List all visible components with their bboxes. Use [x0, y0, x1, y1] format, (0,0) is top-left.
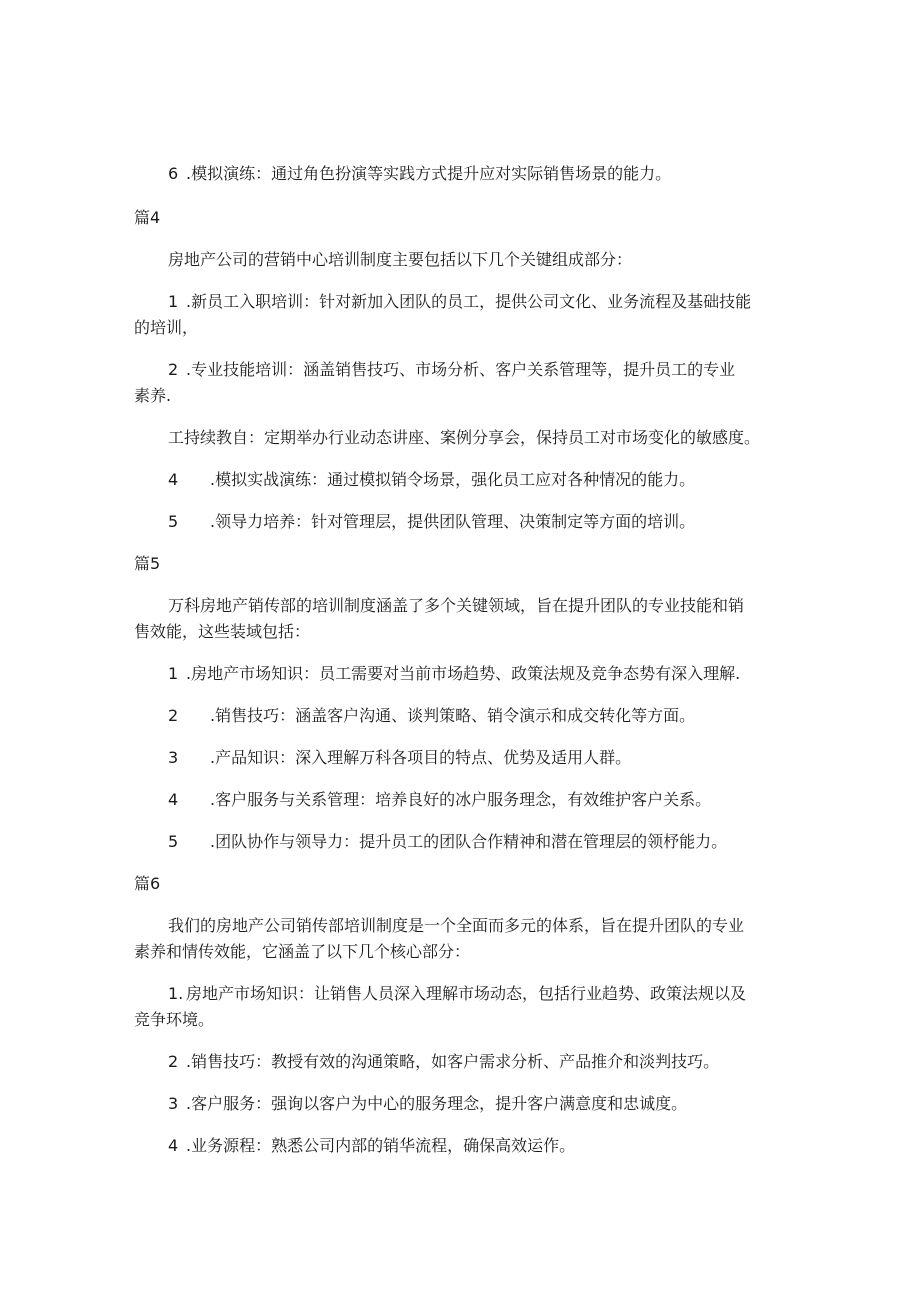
- item-number: 1.: [168, 984, 184, 1003]
- item-text-continued: 竞争环境。: [134, 1010, 215, 1029]
- item-text: .销售技巧：涵盖客户沟通、谈判策略、销令演示和成交转化等方面。: [210, 706, 696, 725]
- item-text: .房地产市场知识：员工需要对当前市场趋势、政策法规及竞争态势有深入理解.: [186, 664, 741, 683]
- item-text: 房地产市场知识：让销售人员深入理解市场动态，包括行业趋势、政策法规以及: [186, 984, 747, 1003]
- section-heading: 篇4: [134, 208, 161, 227]
- item-text: .专业技能培训：涵盖销售技巧、市场分析、客户关系管理等，提升员工的专业: [186, 360, 736, 379]
- item-text: .领导力培养：针对管理层，提供团队管理、决策制定等方面的培训。: [210, 512, 696, 531]
- section-intro-continued: 素养和情传效能，它涵盖了以下几个核心部分：: [134, 942, 471, 961]
- item-number: 1: [168, 664, 179, 683]
- item-text: .新员工入职培训：针对新加入团队的员工，提供公司文化、业务流程及基础技能: [186, 292, 752, 311]
- item-text-continued: 素养.: [134, 386, 172, 405]
- item-number: 2: [168, 1052, 179, 1071]
- item-text: .销售技巧：教授有效的沟通策略，如客户需求分析、产品推介和淡判技巧。: [186, 1052, 720, 1071]
- item-text-continued: 的培训，: [134, 318, 199, 337]
- section-intro: 我们的房地产公司销传部培训制度是一个全面而多元的体系，旨在提升团队的专业: [168, 916, 745, 935]
- item-text: .模拟实战演练：通过模拟销令场景，强化员工应对各种情况的能力。: [210, 470, 696, 489]
- section-intro: 房地产公司的营销中心培训制度主要包括以下几个关键组成部分：: [168, 250, 633, 269]
- item-number: 2: [168, 706, 179, 725]
- item-number: 5: [168, 832, 179, 851]
- item-number: 5: [168, 512, 179, 531]
- item-number: 4: [168, 790, 179, 809]
- item-number: 4: [168, 1136, 179, 1155]
- item-number: 3: [168, 1094, 179, 1113]
- item-text: .团队协作与领导力：提升员工的团队合作精神和潜在管理层的领杼能力。: [210, 832, 728, 851]
- item-text: .模拟演练：通过角色扮演等实践方式提升应对实际销售场景的能力。: [186, 164, 672, 183]
- item-text: .客户服务：强询以客户为中心的服务理念，提升客户满意度和忠诚度。: [186, 1094, 688, 1113]
- item-number: 4: [168, 470, 179, 489]
- item-text: .产品知识：深入理解万科各项目的特点、优势及适用人群。: [210, 748, 632, 767]
- section-heading: 篇5: [134, 554, 161, 573]
- item-number: 3: [168, 748, 179, 767]
- section-intro-continued: 售效能，这些装域包括：: [134, 622, 311, 641]
- item-number: 2: [168, 360, 179, 379]
- section-intro: 万科房地产销传部的培训制度涵盖了多个关键领域，旨在提升团队的专业技能和销: [168, 596, 745, 615]
- item-text: .业务源程：熟悉公司内部的销华流程，确保高效运作。: [186, 1136, 576, 1155]
- item-text: .客户服务与关系管理：培养良好的冰户服务理念，有效维护客户关系。: [210, 790, 712, 809]
- item-number: 6: [168, 164, 179, 183]
- section-heading: 篇6: [134, 874, 161, 893]
- item-text: 工持续教自：定期举办行业动态讲座、案例分享会，保持员工对市场变化的敏感度。: [168, 428, 761, 447]
- item-number: 1: [168, 292, 179, 311]
